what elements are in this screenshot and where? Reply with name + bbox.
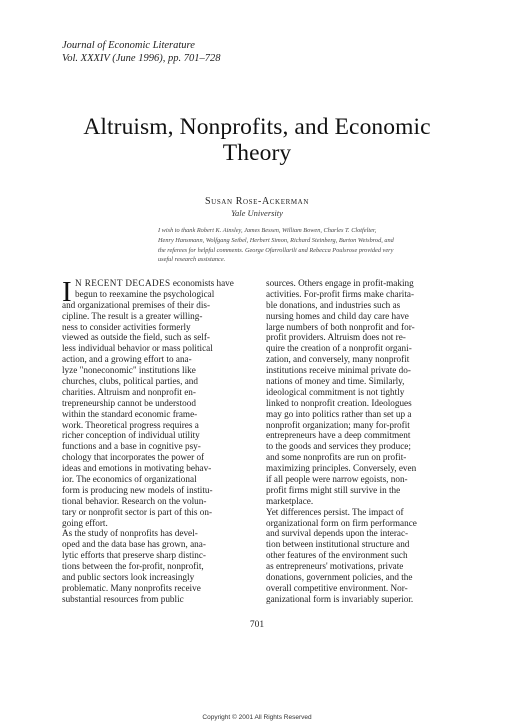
body-text-line: tions between the for-profit, nonprofit, bbox=[62, 561, 204, 572]
body-column-right bbox=[266, 278, 456, 605]
body-text-line: begun to reexamine the psychological bbox=[75, 288, 215, 299]
article-title bbox=[40, 114, 474, 166]
journal-name: Journal of Economic Literature bbox=[62, 40, 195, 51]
body-text-line: ganizational form is invariably superior. bbox=[266, 593, 414, 604]
body-text-line: problematic. Many nonprofits receive bbox=[62, 582, 201, 593]
body-text-line: tary or nonprofit sector is part of this on- bbox=[62, 506, 213, 517]
body-text-line: other features of the environment such bbox=[266, 550, 408, 561]
body-text-line: action, and a growing effort to ana- bbox=[62, 354, 192, 365]
body-text-line: and public sectors look increasingly bbox=[62, 572, 195, 583]
acknowledgment-line: the referees for helpful comments. George Ofarrollarili and Rebecca Poulsrose provided very bbox=[158, 246, 394, 254]
body-text-line: nursing homes and child day care have bbox=[266, 310, 409, 321]
body-text-line: and some nonprofits are run on profit- bbox=[266, 452, 407, 463]
body-text-line: maximizing principles. Conversely, even bbox=[266, 463, 417, 474]
author-affiliation: Yale University bbox=[231, 208, 283, 218]
body-text-line: functions and a base in cognitive psy- bbox=[62, 441, 201, 452]
body-text-line: quire the creation of a nonprofit organi- bbox=[266, 343, 412, 354]
body-text-line bbox=[75, 278, 252, 289]
article-title-line-1: Altruism, Nonprofits, and Economic bbox=[83, 114, 431, 140]
body-text-line: linked to nonprofit creation. Ideologues bbox=[266, 397, 412, 408]
acknowledgment-note bbox=[158, 226, 420, 265]
body-text-line: profit firms might still survive in the bbox=[266, 484, 401, 495]
body-text-line: ideological commitment is not tightly bbox=[266, 386, 405, 397]
body-text-line: churches, clubs, political parties, and bbox=[62, 376, 198, 387]
body-text-line: institutions receive minimal private do- bbox=[266, 365, 411, 376]
body-text-line: may go into politics rather than set up a bbox=[266, 408, 412, 419]
body-text-line: profit providers. Altruism does not re- bbox=[266, 332, 406, 343]
body-text-line: donations, government policies, and the bbox=[266, 572, 413, 583]
body-text-line: ness to consider activities formerly bbox=[62, 321, 191, 332]
body-text-line: nations of money and time. Similarly, bbox=[266, 376, 405, 387]
journal-header bbox=[62, 40, 220, 65]
body-text-line: entrepreneurs have a deep commitment bbox=[266, 430, 411, 441]
body-text-line: to the goods and services they produce; bbox=[266, 441, 411, 452]
body-column-left bbox=[62, 278, 252, 605]
body-text-line: charities. Altruism and nonprofit en- bbox=[62, 386, 196, 397]
body-text-line: viewed as outside the field, such as self- bbox=[62, 332, 210, 343]
body-text-line: trepreneurship cannot be understood bbox=[62, 397, 196, 408]
body-text-line: lytic efforts that preserve sharp distinc- bbox=[62, 550, 206, 561]
body-text-line: chology that incorporates the power of bbox=[62, 452, 205, 463]
body-text-line: lyze "noneconomic" institutions like bbox=[62, 365, 196, 376]
body-text-line: ior. The economics of organizational bbox=[62, 474, 197, 485]
body-text-line: and organizational premises of their dis- bbox=[62, 299, 211, 310]
page-number: 701 bbox=[249, 620, 265, 630]
body-text-line: if all people were narrow egoists, non- bbox=[266, 474, 408, 485]
body-text-line: As the study of nonprofits has devel- bbox=[62, 528, 198, 539]
body-text-line: tional behavior. Research on the volun- bbox=[62, 495, 207, 506]
body-text-line: as entrepreneurs' motivations, private bbox=[266, 561, 404, 572]
body-text-line: zation, and conversely, many nonprofit bbox=[266, 354, 410, 365]
body-text-line: overall competitive environment. Nor- bbox=[266, 582, 408, 593]
body-text-line: ble donations, and industries such as bbox=[266, 299, 401, 310]
body-text-line: form is producing new models of institu- bbox=[62, 484, 213, 495]
body-text-line: ideas and emotions in motivating behav- bbox=[62, 463, 212, 474]
body-text-line: oped and the data base has grown, ana- bbox=[62, 539, 206, 550]
body-text-line: large numbers of both nonprofit and for- bbox=[266, 321, 415, 332]
acknowledgment-line: Henry Hansmann, Wolfgang Seibel, Herbert Simon, Richard Steinberg, Burton Weisbrod, and bbox=[158, 236, 394, 244]
body-text-line: within the standard economic frame- bbox=[62, 408, 198, 419]
body-text-line: Yet differences persist. The impact of bbox=[266, 506, 404, 517]
acknowledgment-line: useful research assistance. bbox=[158, 256, 226, 264]
copyright-notice: Copyright © 2001 All Rights Reserved bbox=[202, 714, 312, 721]
article-title-line-2: Theory bbox=[222, 140, 292, 166]
body-text-line: less individual behavior or mass political bbox=[62, 343, 213, 354]
body-text-line: richer conception of individual utility bbox=[62, 430, 200, 441]
body-text-line: marketplace. bbox=[266, 495, 314, 506]
body-text-line: and survival depends upon the interac- bbox=[266, 528, 409, 539]
body-text-line: cipline. The result is a greater willing- bbox=[62, 310, 203, 321]
author-name: Susan Rose-Ackerman bbox=[205, 196, 309, 207]
body-text-line: tion between institutional structure and bbox=[266, 539, 410, 550]
body-text-line: work. Theoretical progress requires a bbox=[62, 419, 199, 430]
acknowledgment-line: I wish to thank Robert K. Ainsley, James Bessen, William Bowen, Charles T. Clotfelter, bbox=[158, 227, 377, 234]
lead-in-text: economists have bbox=[170, 278, 234, 288]
body-text-line: substantial resources from public bbox=[62, 593, 184, 604]
body-text-line: going effort. bbox=[62, 517, 108, 528]
body-text-line: activities. For-profit firms make charita- bbox=[266, 288, 415, 299]
lead-in-small-caps: N RECENT DECADES bbox=[75, 278, 171, 288]
body-text-line: nonprofit organization; many for-profit bbox=[266, 419, 410, 430]
body-text-line: sources. Others engage in profit-making bbox=[266, 278, 414, 288]
body-text-line: organizational form on firm performance bbox=[266, 517, 417, 528]
drop-cap: I bbox=[62, 276, 72, 308]
journal-citation: Vol. XXXIV (June 1996), pp. 701–728 bbox=[62, 52, 221, 64]
